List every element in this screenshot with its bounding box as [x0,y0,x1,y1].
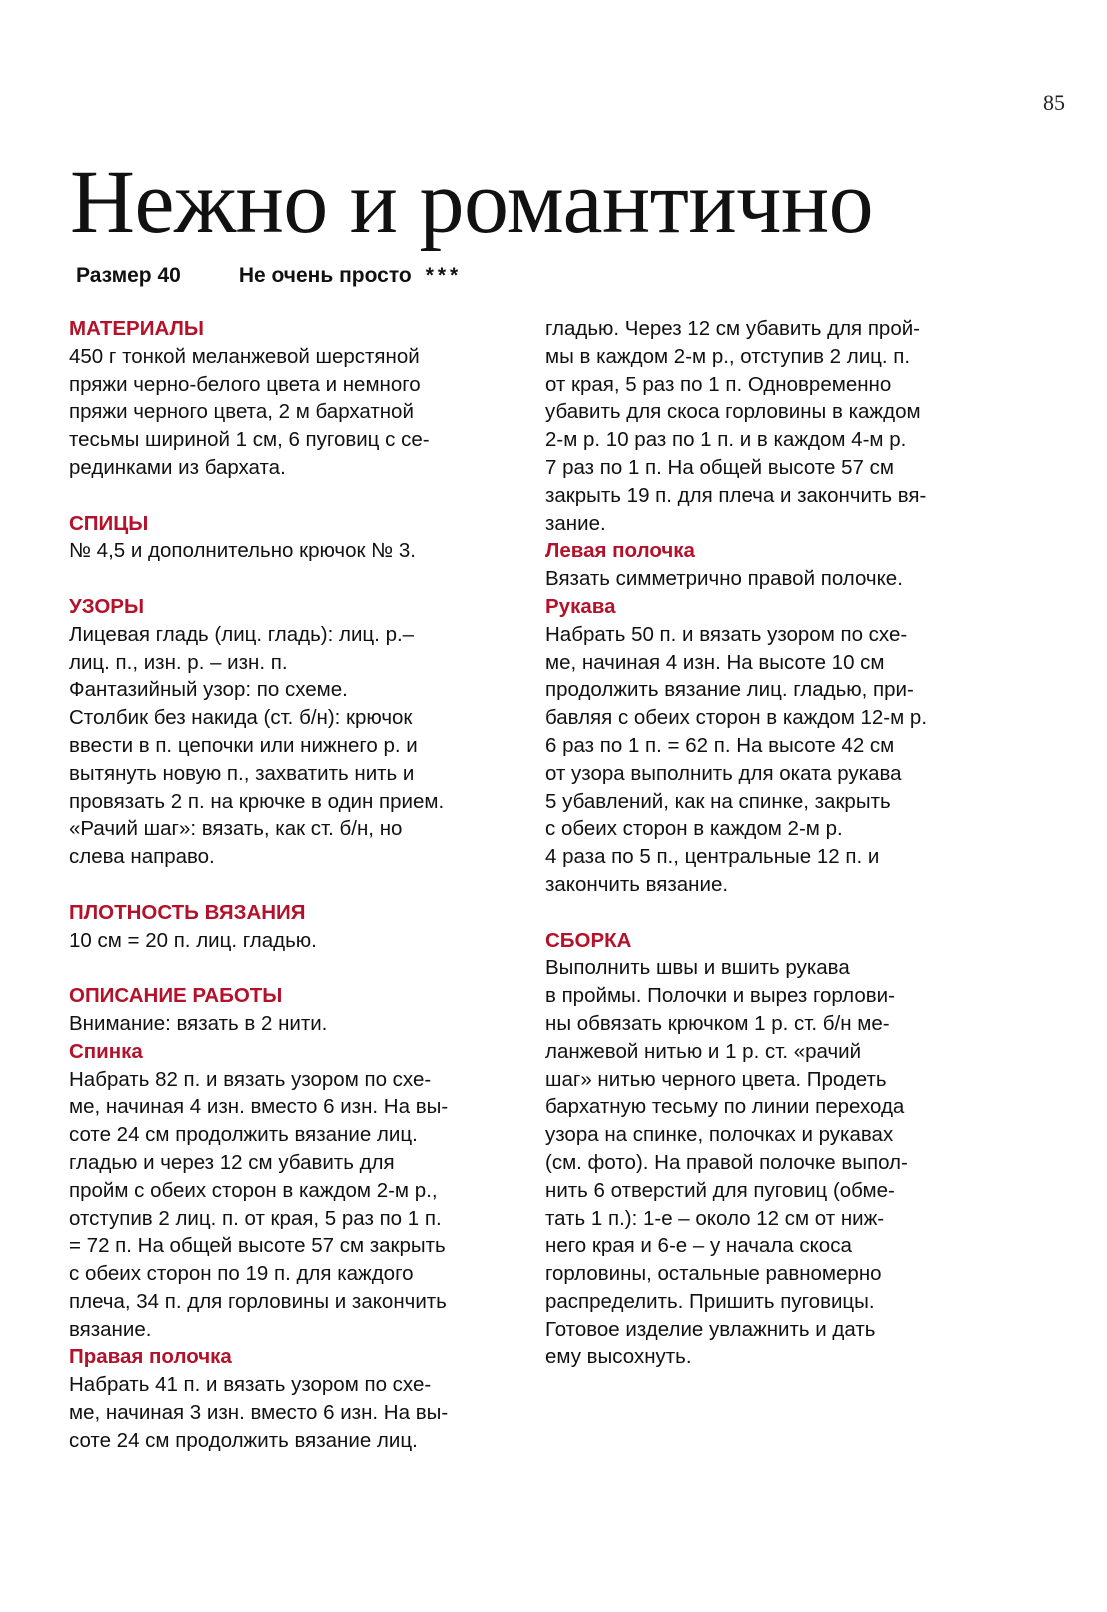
page-title: Нежно и романтично [70,153,874,252]
page-number: 85 [1043,90,1065,115]
density-text: 10 см = 20 п. лиц. гладью. [69,928,317,952]
work-description-heading: ОПИСАНИЕ РАБОТЫ [69,984,283,1008]
right-front-continued-text: гладью. Через 12 см убавить для прой- мы в каждом 2-м р., отступив 2 лиц. п. от края, 5 раз по 1 п. Одновременно убавить для скоса горловины в каждом 2-м р. 10 раз по 1 п. и в каждом 4-м р. 7 раз по 1 п. На общей высоте 57 см закрыть 19 п. для плеча и закончить вя- зание. [545,317,927,535]
left-front-text: Вязать симметрично правой полочке. [545,567,903,591]
needles-text: № 4,5 и дополнительно крючок № 3. [69,539,416,563]
needles-heading: СПИЦЫ [69,511,149,535]
right-column [545,315,995,1371]
density-heading: ПЛОТНОСТЬ ВЯЗАНИЯ [69,900,306,924]
sleeves-heading: Рукава [545,594,616,618]
patterns-heading: УЗОРЫ [69,594,145,618]
difficulty-stars: *** [425,264,463,287]
patterns-text: Лицевая гладь (лиц. гладь): лиц. р.– лиц. п., изн. р. – изн. п. Фантазийный узор: по схеме. Столбик без накида (ст. б/н): крючок ввести в п. цепочки или нижнего р. и вытянуть новую п., захватить нить и провязать 2 п. на крючке в один прием. «Рачий шаг»: вязать, как ст. б/н, но слева направо. [69,622,445,869]
difficulty-label: Не очень просто [238,264,412,287]
back-text: Набрать 82 п. и вязать узором по схе- ме, начиная 4 изн. вместо 6 изн. На вы- соте 24 см продолжить вязание лиц. гладью и через 12 см убавить для пройм с обеих сторон в каждом 2-м р., отступив 2 лиц. п. от края, 5 раз по 1 п. = 72 п. На общей высоте 57 см закрыть с обеих сторон по 19 п. для каждого плеча, 34 п. для горловины и закончить вязание. [69,1067,449,1341]
pattern-meta [76,264,462,288]
right-front-text: Набрать 41 п. и вязать узором по схе- ме, начиная 3 изн. вместо 6 изн. На вы- соте 24 см продолжить вязание лиц. [69,1373,449,1452]
sleeves-text: Набрать 50 п. и вязать узором по схе- ме, начиная 4 изн. На высоте 10 см продолжить вязание лиц. гладью, при- бавляя с обеих сторон в каждом 12-м р. 6 раз по 1 п. = 62 п. На высоте 42 см от узора выполнить для оката рукава 5 убавлений, как на спинке, закрыть с обеих сторон в каждом 2-м р. 4 раза по 5 п., центральные 12 п. и закончить вязание. [545,622,928,896]
work-description-text: Внимание: вязать в 2 нити. [69,1011,328,1035]
materials-heading: МАТЕРИАЛЫ [69,317,204,340]
materials-text: 450 г тонкой меланжевой шерстяной пряжи черно-белого цвета и немного пряжи черного цвета, 2 м бархатной тесьмы шириной 1 см, 6 пуговиц с се- рединками из бархата. [69,344,430,479]
right-front-heading: Правая полочка [69,1345,232,1369]
assembly-heading: СБОРКА [545,928,632,952]
assembly-text: Выполнить швы и вшить рукава в проймы. Полочки и вырез горлови- ны обвязать крючком 1 р. ст. б/н ме- ланжевой нитью и 1 р. ст. «рачий шаг» нитью черного цвета. Продеть бархатную тесьму по линии перехода узора на спинке, полочках и рукавах (см. фото). На правой полочке выпол- нить 6 отверстий для пуговиц (обме- тать 1 п.): 1-е – около 12 см от ниж- него края и 6-е – у начала скоса горловины, остальные равномерно распределить. Пришить пуговицы. Готовое изделие увлажнить и дать ему высохнуть. [545,956,908,1369]
back-heading: Спинка [69,1039,143,1063]
size-label: Размер 40 [76,264,181,287]
left-front-heading: Левая полочка [545,539,695,563]
left-column [69,315,519,1455]
